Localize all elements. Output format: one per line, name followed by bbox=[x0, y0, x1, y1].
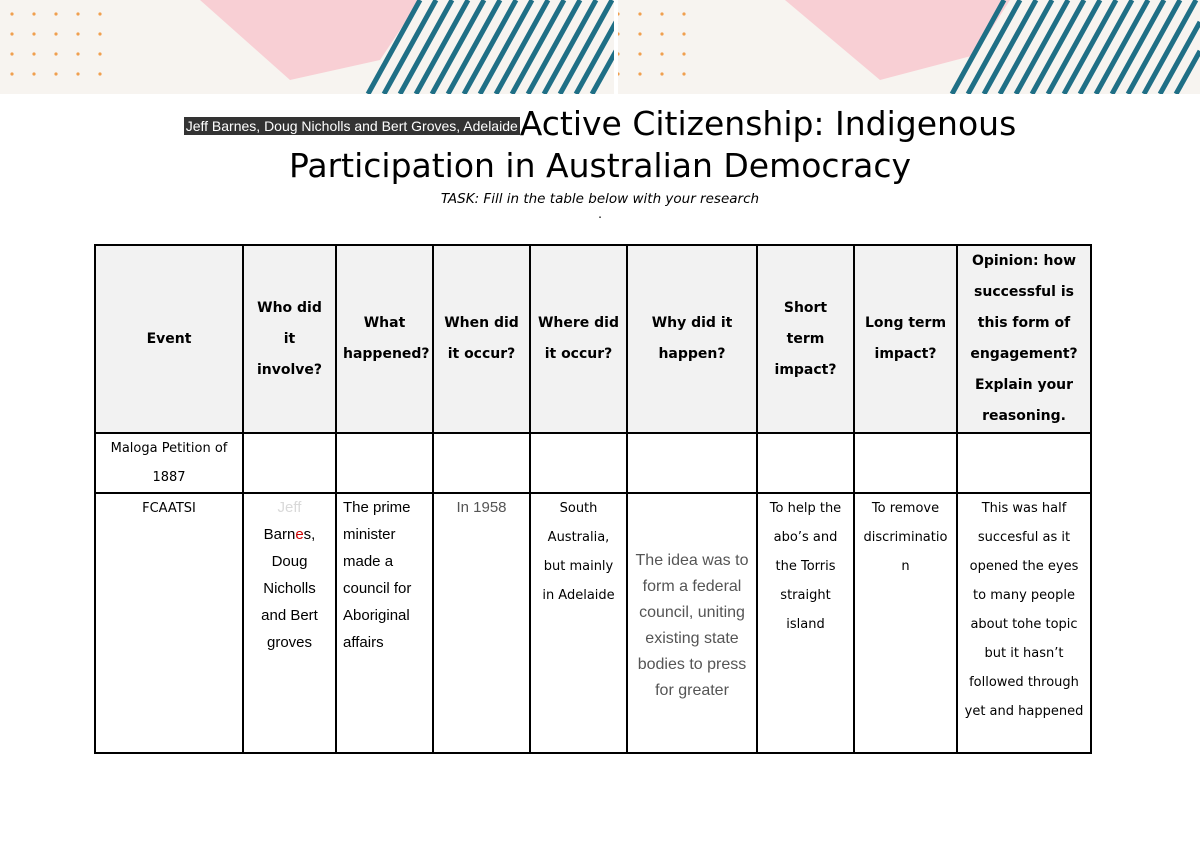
cell-who[interactable] bbox=[243, 493, 336, 753]
cell-event[interactable]: FCAATSI bbox=[95, 493, 243, 753]
header-short-term: Short term impact? bbox=[757, 245, 854, 433]
who-text-part: Jeff bbox=[277, 499, 302, 516]
cell-short-term[interactable]: To help the abo’s and the Torris straight island bbox=[757, 493, 854, 753]
header-event: Event bbox=[95, 245, 243, 433]
cell-long-term[interactable] bbox=[854, 433, 957, 493]
task-dot: . bbox=[598, 207, 602, 221]
header-why: Why did it happen? bbox=[627, 245, 757, 433]
table-row bbox=[95, 493, 1091, 753]
cell-what[interactable]: The prime minister made a council for Aboriginal affairs bbox=[336, 493, 433, 753]
cell-opinion[interactable] bbox=[957, 433, 1091, 493]
page-title-line2: Participation in Australian Democracy bbox=[288, 146, 912, 185]
who-text-part: Barn bbox=[263, 526, 296, 543]
cell-who[interactable] bbox=[243, 433, 336, 493]
research-table bbox=[94, 244, 1092, 754]
header-opinion: Opinion: how successful is this form of engagement? Explain your reasoning. bbox=[957, 245, 1091, 433]
cell-what[interactable] bbox=[336, 433, 433, 493]
cell-event[interactable]: Maloga Petition of 1887 bbox=[95, 433, 243, 493]
cell-short-term[interactable] bbox=[757, 433, 854, 493]
header-what: What happened? bbox=[336, 245, 433, 433]
cell-opinion[interactable]: This was half succesful as it opened the eyes to many people about tohe topic but it hasn’t followed through yet and happened bbox=[957, 493, 1091, 753]
table-row bbox=[95, 433, 1091, 493]
cell-when[interactable] bbox=[433, 433, 530, 493]
who-text-part: e bbox=[295, 526, 304, 543]
why-text: The idea was to form a federal council, uniting existing state bodies to press for greater bbox=[635, 552, 749, 699]
header-where: Where did it occur? bbox=[530, 245, 627, 433]
task-instruction: TASK: Fill in the table below with your research bbox=[440, 191, 760, 207]
cell-where[interactable]: South Australia, but mainly in Adelaide bbox=[530, 493, 627, 753]
cell-why[interactable] bbox=[627, 493, 757, 753]
table-header-row bbox=[95, 245, 1091, 433]
page-title-line1 bbox=[0, 104, 1200, 146]
cell-where[interactable] bbox=[530, 433, 627, 493]
header-long-term: Long term impact? bbox=[854, 245, 957, 433]
header-who: Who did it involve? bbox=[243, 245, 336, 433]
title-block bbox=[0, 104, 1200, 221]
who-text-part: s, Doug Nicholls and Bert groves bbox=[261, 526, 318, 651]
cell-why[interactable] bbox=[627, 433, 757, 493]
cell-when[interactable]: In 1958 bbox=[433, 493, 530, 753]
cell-long-term[interactable]: To remove discriminatio n bbox=[854, 493, 957, 753]
header-when: When did it occur? bbox=[433, 245, 530, 433]
title-text-1: Active Citizenship: Indigenous bbox=[519, 104, 1017, 143]
decorative-banner bbox=[0, 0, 1200, 94]
highlighted-caption: Jeff Barnes, Doug Nicholls and Bert Groves, Adelaide bbox=[185, 118, 518, 134]
